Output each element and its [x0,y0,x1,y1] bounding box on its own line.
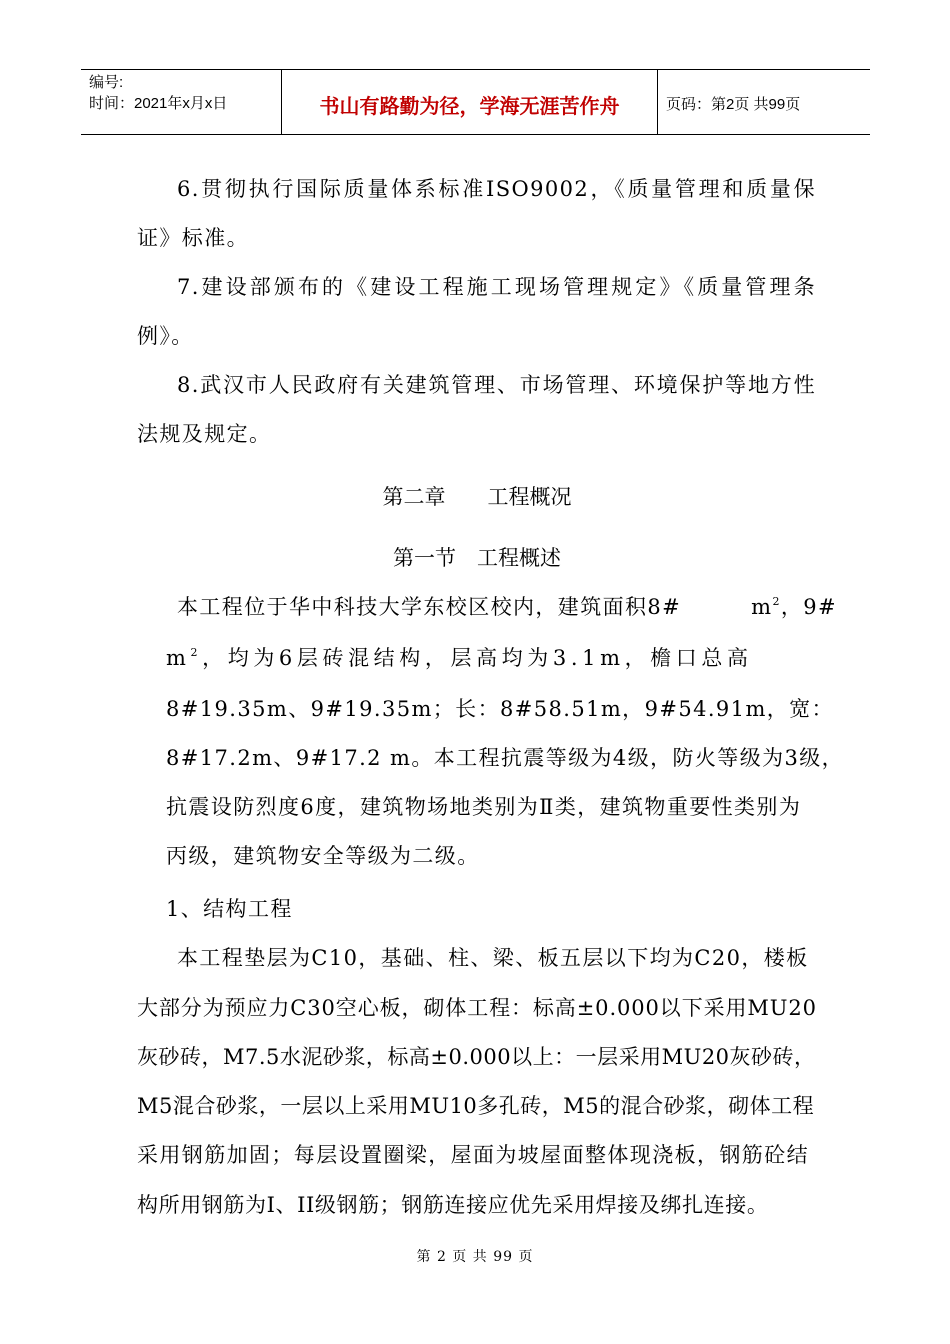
structure-line-5: 采用钢筋加固；每层设置圈梁，屋面为坡屋面整体现浇板，钢筋砼结 [137,1143,809,1167]
structure-line-6: 构所用钢筋为I、II级钢筋；钢筋连接应优先采用焊接及绑扎连接。 [137,1193,769,1217]
section-title: 第一节 工程概述 [393,546,561,570]
overview-line-2: $m^2$，均为6层砖混结构，层高均为3.1m，檐口总高 [166,646,753,670]
doc-number-label: 编号: [89,74,124,91]
item-7-line-1: 7.建设部颁布的《建设工程施工现场管理规定》《质量管理条 [177,275,816,299]
overview-line-1: 本工程位于华中科技大学东校区校内，建筑面积8# $m^2$，9# [177,595,838,619]
header-page-info: 页码：第2页 共99页 [666,95,801,113]
header-meta [81,70,282,134]
overview-line-4: 8#17.2m、9#17.2 m。本工程抗震等级为4级，防火等级为3级， [166,746,845,770]
chapter-title: 第二章 工程概况 [382,485,572,509]
overview-line-5: 抗震设防烈度6度，建筑物场地类别为Ⅱ类，建筑物重要性类别为 [166,795,802,819]
structure-line-4: M5混合砂浆，一层以上采用MU10多孔砖，M5的混合砂浆，砌体工程 [137,1094,815,1118]
item-6-line-1: 6.贯彻执行国际质量体系标准ISO9002，《质量管理和质量保 [177,177,816,201]
page-footer: 第 2 页 共 99 页 [416,1249,534,1265]
item-8-line-1: 8.武汉市人民政府有关建筑管理、市场管理、环境保护等地方性 [177,373,816,397]
doc-date-label: 时间：2021年x月x日 [89,95,228,112]
overview-line-6: 丙级，建筑物安全等级为二级。 [166,844,480,868]
overview-line-3: 8#19.35m、9#19.35m；长：8#58.51m，9#54.91m，宽： [166,697,834,721]
structure-line-1: 本工程垫层为C10，基础、柱、梁、板五层以下均为C20，楼板 [177,946,809,970]
page-header [81,69,870,135]
structure-line-3: 灰砂砖，M7.5水泥砂浆，标高±0.000以上：一层采用MU20灰砂砖， [137,1045,816,1069]
header-motto: 书山有路勤为径，学海无涯苦作舟 [282,70,658,134]
structure-heading: 1、结构工程 [166,897,293,921]
structure-line-2: 大部分为预应力C30空心板，砌体工程：标高±0.000以下采用MU20 [137,996,817,1020]
item-7-line-2: 例》。 [137,324,194,348]
item-6-line-2: 证》标准。 [137,226,249,250]
item-8-line-2: 法规及规定。 [137,422,272,446]
